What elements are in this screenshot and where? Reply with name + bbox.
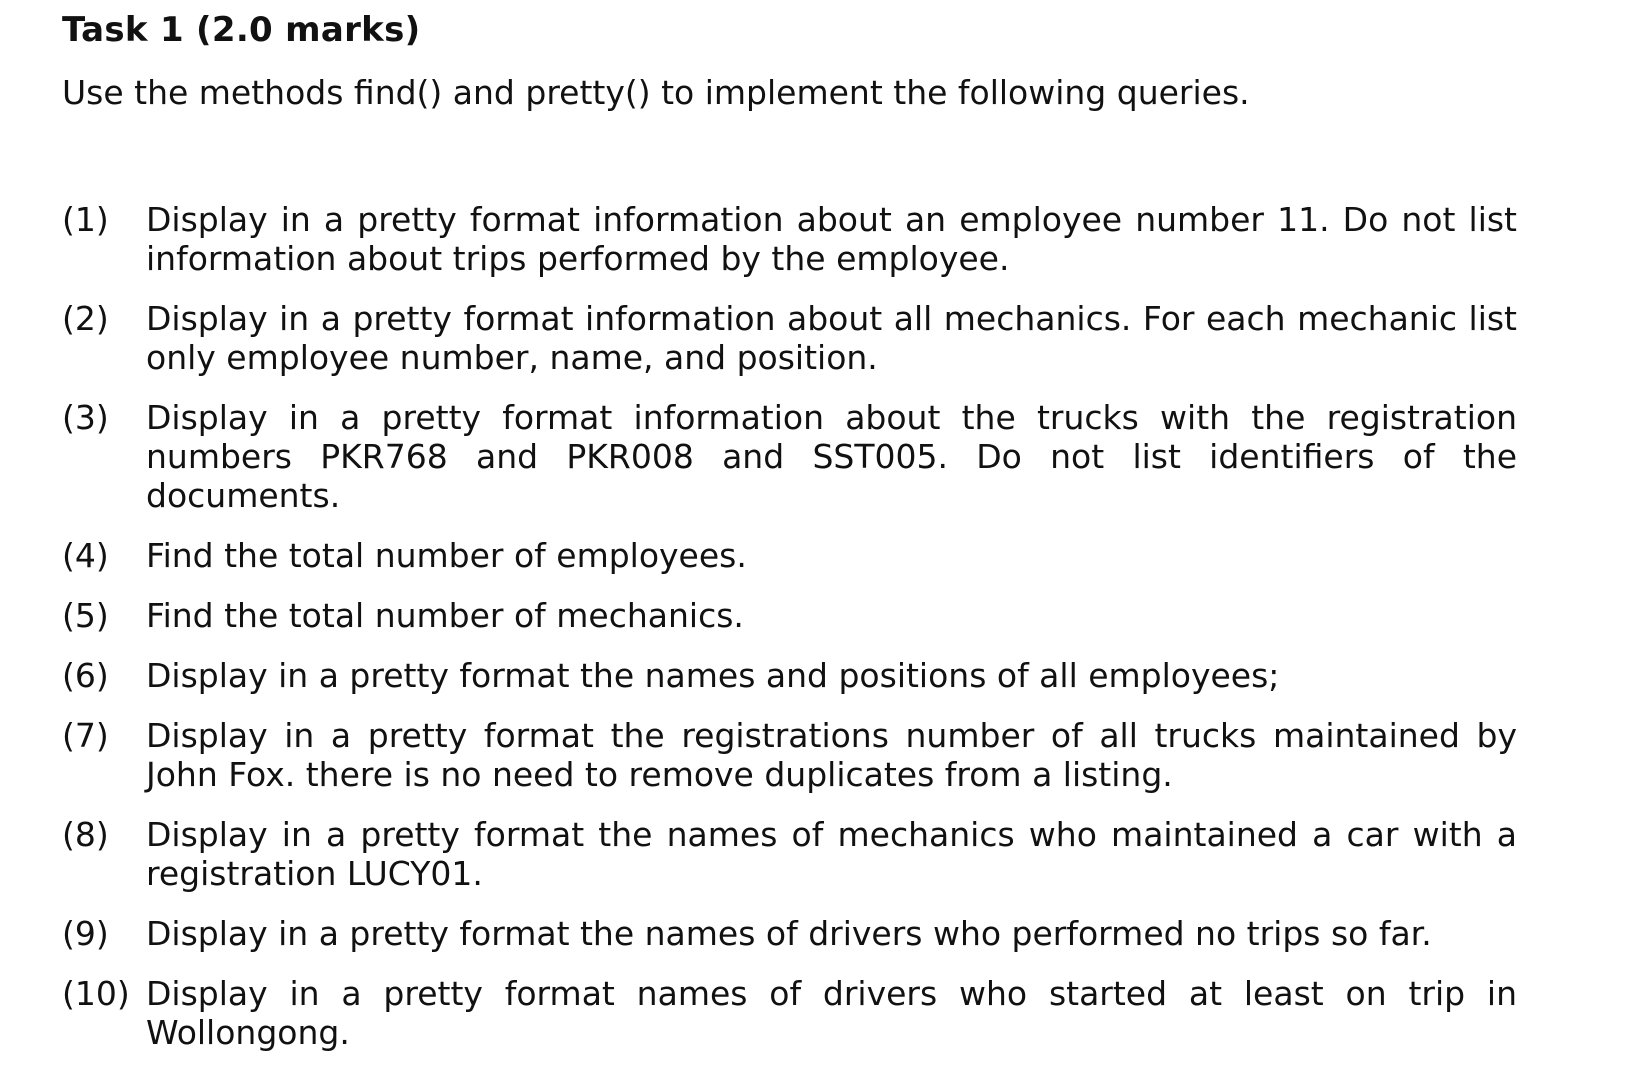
query-text: Display in a pretty format information about an employee number 11. Do not list information about trips performed by the employee. (146, 200, 1517, 278)
query-number: (7) (62, 716, 109, 755)
query-item-1 (62, 200, 1517, 278)
query-number: (4) (62, 536, 109, 575)
query-text: Display in a pretty format information about all mechanics. For each mechanic list only employee number, name, and position. (146, 299, 1517, 377)
query-number: (8) (62, 815, 109, 854)
query-number: (9) (62, 914, 109, 953)
query-number: (3) (62, 398, 109, 437)
query-item-5 (62, 596, 1517, 635)
query-text: Display in a pretty format information about the trucks with the registration numbers PKR768 and PKR008 and SST005. Do not list identifiers of the documents. (146, 398, 1517, 515)
query-number: (6) (62, 656, 109, 695)
task-intro: Use the methods find() and pretty() to implement the following queries. (62, 73, 1250, 112)
query-number: (5) (62, 596, 109, 635)
query-item-6 (62, 656, 1517, 695)
query-text: Find the total number of mechanics. (146, 596, 744, 635)
query-text: Find the total number of employees. (146, 536, 747, 575)
query-item-3 (62, 398, 1517, 515)
query-number: (1) (62, 200, 109, 239)
query-item-7 (62, 716, 1517, 794)
query-item-8 (62, 815, 1517, 893)
task-title: Task 1 (2.0 marks) (62, 10, 421, 50)
query-number: (10) (62, 974, 130, 1013)
query-item-2 (62, 299, 1517, 377)
query-number: (2) (62, 299, 109, 338)
query-text: Display in a pretty format the names of drivers who performed no trips so far. (146, 914, 1432, 953)
query-text: Display in a pretty format the names of mechanics who maintained a car with a registration LUCY01. (146, 815, 1517, 893)
query-item-10 (62, 974, 1517, 1052)
query-text: Display in a pretty format the registrations number of all trucks maintained by John Fox. there is no need to remove duplicates from a listing. (146, 716, 1517, 794)
query-item-9 (62, 914, 1517, 953)
query-text: Display in a pretty format the names and positions of all employees; (146, 656, 1280, 695)
query-list (62, 200, 1517, 1073)
query-text: Display in a pretty format names of drivers who started at least on trip in Wollongong. (146, 974, 1517, 1052)
query-item-4 (62, 536, 1517, 575)
